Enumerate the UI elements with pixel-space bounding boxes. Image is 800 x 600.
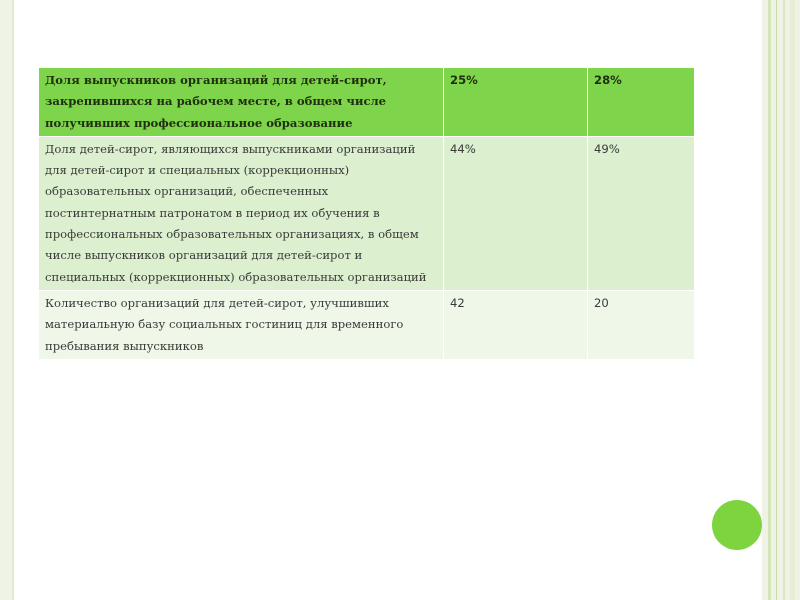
table-row <box>39 68 695 137</box>
indicator-value-2: 28% <box>588 68 695 137</box>
decorative-border-line <box>768 0 771 600</box>
indicator-value-1: 25% <box>444 68 588 137</box>
indicator-value-2: 20 <box>588 290 695 359</box>
table-row <box>39 290 695 359</box>
table-row <box>39 136 695 290</box>
decorative-border-line <box>776 0 777 600</box>
indicator-label: Доля детей-сирот, являющихся выпускниками организаций для детей-сирот и специальных (коррекционных) образовательных организаций, обеспеченных постинтернатным патронатом в период их обучения в профессиональных образовательных организациях, в общем числе выпускников организаций для детей-сирот и специальных (коррекционных) образовательных организаций <box>39 136 444 290</box>
indicator-value-1: 44% <box>444 136 588 290</box>
indicator-label: Доля выпускников организаций для детей-сирот, закрепившихся на рабочем месте, в общем числе получивших профессиональное образование <box>39 68 444 137</box>
decorative-border-line <box>783 0 785 600</box>
decorative-border-line <box>790 0 795 600</box>
indicator-value-2: 49% <box>588 136 695 290</box>
indicator-label: Количество организаций для детей-сирот, улучшивших материальную базу социальных гостиниц для временного пребывания выпускников <box>39 290 444 359</box>
indicator-value-1: 42 <box>444 290 588 359</box>
indicators-table <box>38 67 695 360</box>
decorative-green-circle <box>712 500 762 550</box>
